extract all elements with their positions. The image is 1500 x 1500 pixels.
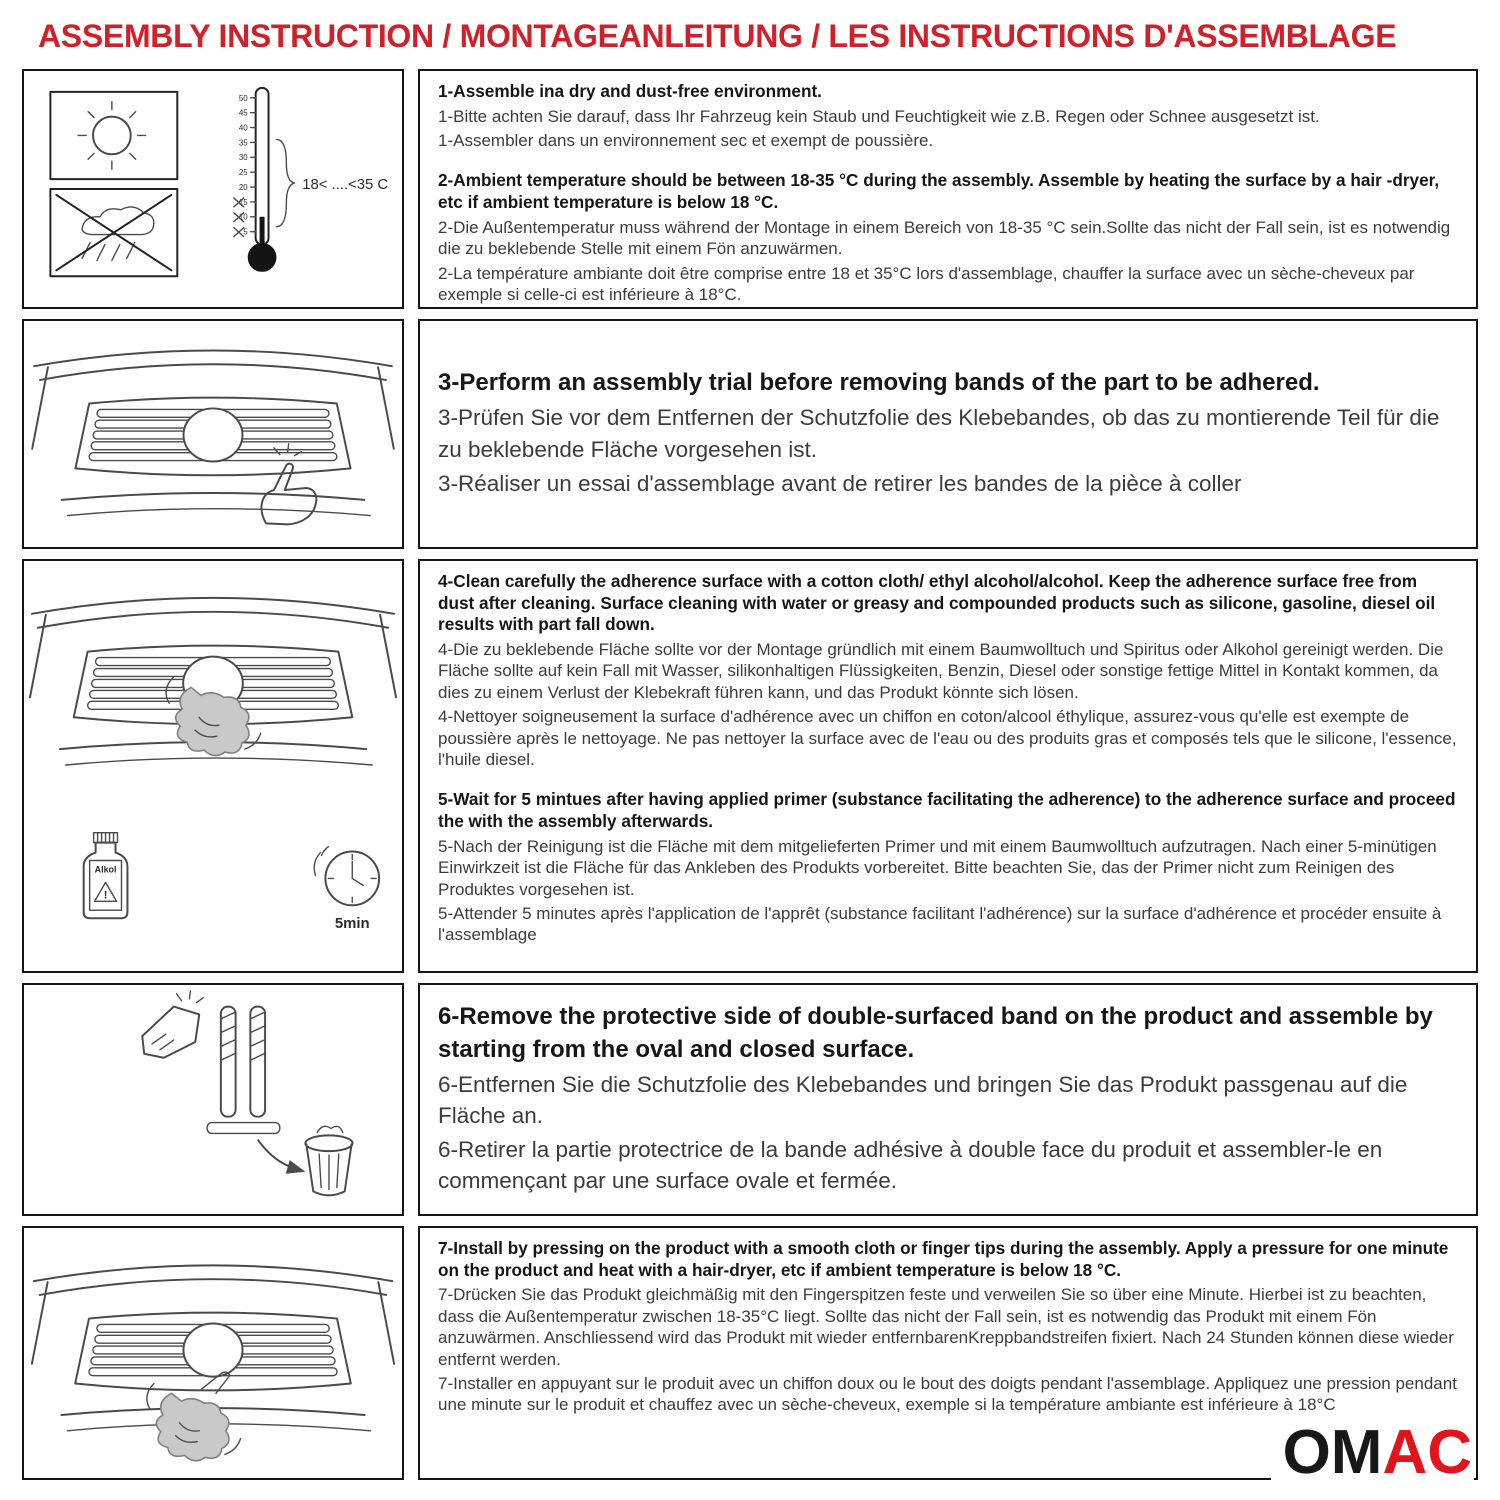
surface-cleaning-illustration xyxy=(24,562,402,970)
svg-text:50: 50 xyxy=(238,93,248,103)
instruction-3-de: 3-Prüfen Sie vor dem Entfernen der Schutzfolie des Klebebandes, ob das zu montierende Teil für die zu beklebende Fläche vorgesehen ist. xyxy=(438,405,1440,462)
svg-text:30: 30 xyxy=(238,153,248,163)
svg-text:5: 5 xyxy=(243,227,248,237)
adhesive-strips-icon xyxy=(207,1007,280,1134)
alcohol-label: Alkol xyxy=(94,864,117,875)
instruction-5-de: 5-Nach der Reinigung ist die Fläche mit dem mitgelieferten Primer und mit einem Baumwolltuch aufzutragen. Nach einer 5-minütigen Einwirkzeit ist die Fläche für das Ankleben des Produkts vorbereitet. Bitte beachten Sie, das der Primer nicht zum Reinigen des Produktes vorgesehen ist. xyxy=(438,836,1437,899)
holding-hand-icon xyxy=(142,991,203,1058)
instruction-2-de: 2-Die Außentemperatur muss während der Montage in einem Bereich von 18-35 °C sein.Sollte das nicht der Fall sein, ist es notwendig die zu beklebende Stelle mit einem Fön anzuwärmen. xyxy=(438,217,1451,259)
instruction-4-de: 4-Die zu beklebende Fläche sollte vor der Montage gründlich mit einem Baumwolltuch und Spiritus oder Alkohol gereinigt werden. Die Fläche sollte auf kein Fall mit Wasser, silikonhaltigen Flüssigkeiten, Benzin, Diesel oder sonstige fettige Mittel in Kontakt kommen, da dies zu einem Verlust der Klebekraft führen kann, und das Produkt könnte sich lösen. xyxy=(438,640,1444,702)
section-1-2-text xyxy=(418,69,1478,309)
instruction-2-fr: 2-La température ambiante doit être comprise entre 18 et 35°C lors d'assemblage, chauffer la surface avec un sèche-cheveux par exemple si celle-ci est inférieure à 18°C. xyxy=(438,263,1415,305)
pressing-cloth-icon xyxy=(147,1372,241,1461)
omac-logo-red: AC xyxy=(1382,1418,1472,1487)
instruction-4-en: 4-Clean carefully the adherence surface with a cotton cloth/ ethyl alcohol/alcohol. Keep the adherence surface free from dust after cleaning. Surface cleaning with water or greasy and compounded products such as silicone, gasoline, diesel oil results with part fall down. xyxy=(438,571,1436,635)
instruction-4-fr: 4-Nettoyer soigneusement la surface d'adhérence avec un chiffon en coton/alcool éthylique, assurez-vous qu'elle est exempte de poussière après le nettoyage. Ne pas nettoyer la surface avec de l'eau ou des produits gras et composés tels que le silicone, l'essence, l'huile diesel. xyxy=(438,707,1457,770)
warning-mark: ! xyxy=(103,889,108,902)
section-1-2-row xyxy=(22,69,1478,309)
page-title: ASSEMBLY INSTRUCTION / MONTAGEANLEITUNG / LES INSTRUCTIONS D'ASSEMBLAGE xyxy=(38,18,1397,54)
svg-text:15: 15 xyxy=(238,197,248,207)
environment-temperature-illustration xyxy=(24,72,402,306)
environment-temperature-illustration-box xyxy=(22,69,404,309)
paragraph-spacer xyxy=(438,154,1458,170)
svg-text:20: 20 xyxy=(238,182,248,192)
alcohol-bottle-icon xyxy=(84,833,128,919)
pressing-illustration-box xyxy=(22,1226,404,1480)
instruction-1-de: 1-Bitte achten Sie darauf, dass Ihr Fahrzeug kein Staub und Feuchtigkeit wie z.B. Regen oder Schnee ausgesetzt ist. xyxy=(438,106,1320,126)
svg-text:35: 35 xyxy=(238,138,248,148)
instruction-3-en: 3-Perform an assembly trial before removing bands of the part to be adhered. xyxy=(438,369,1320,397)
svg-text:25: 25 xyxy=(238,168,248,178)
section-4-5-row xyxy=(22,559,1478,973)
temperature-range-label: 18< ....<35 C xyxy=(302,177,389,193)
thermometer-icon xyxy=(234,88,389,271)
no-rain-icon xyxy=(50,189,177,276)
paragraph-spacer xyxy=(438,773,1458,789)
section-4-5-text xyxy=(418,559,1478,973)
clock-icon xyxy=(314,847,379,933)
pointing-hand-icon xyxy=(261,444,316,525)
instruction-1-en: 1-Assemble ina dry and dust-free environment. xyxy=(438,81,822,101)
car-grille-trial-illustration xyxy=(24,321,402,547)
instruction-2-en: 2-Ambient temperature should be between 18-35 °C during the assembly. Assemble by heating the surface by a hair -dryer, etc if ambient temperature is below 18 °C. xyxy=(438,170,1440,213)
sun-icon xyxy=(50,92,177,179)
instruction-3-fr: 3-Réaliser un essai d'assemblage avant de retirer les bandes de la pièce à coller xyxy=(438,470,1242,496)
svg-text:10: 10 xyxy=(238,212,248,222)
instruction-7-fr: 7-Installer en appuyant sur le produit avec un chiffon doux ou le bout des doigts pendant l'assemblage. Appliquez une pression pendant une minute sur le produit et chauffez avec un sèche-cheveux, exemple si la température ambiante est inférieure à 18°C xyxy=(438,1373,1457,1415)
instruction-6-fr: 6-Retirer la partie protectrice de la bande adhésive à double face du produit et assembler-le en commençant par une surface ovale et fermée. xyxy=(438,1137,1383,1194)
svg-text:40: 40 xyxy=(238,123,248,133)
band-removal-illustration-box xyxy=(22,983,404,1216)
instruction-6-de: 6-Entfernen Sie die Schutzfolie des Klebebandes und bringen Sie das Produkt passgenau auf die Fläche an. xyxy=(438,1072,1408,1129)
instruction-6-en: 6-Remove the protective side of double-surfaced band on the product and assemble by starting from the oval and closed surface. xyxy=(438,1002,1433,1063)
arrow-icon xyxy=(258,1140,305,1173)
svg-text:45: 45 xyxy=(238,108,248,118)
clock-label: 5min xyxy=(334,915,370,933)
cleaning-illustration-box xyxy=(22,559,404,973)
trash-can-icon xyxy=(305,1126,352,1195)
instruction-1-fr: 1-Assembler dans un environnement sec et exempt de poussière. xyxy=(438,131,934,151)
section-3-text xyxy=(418,319,1478,549)
instruction-7-de: 7-Drücken Sie das Produkt gleichmäßig mit den Fingerspitzen feste und verweilen Sie so über eine Minute. Hierbei ist zu beachten, dass die Außentemperatur zwischen 18-35°C liegt. Sollte das nicht der Fall sein, ist es notwendig das Produkt mit einem Fön anzuwärmen. Anschliessend wird das Produkt mit wieder entfernbarenKreppbandstreifen fixiert. Nach 24 Stunden können diese wieder entfernt werden. xyxy=(438,1285,1454,1369)
section-6-row xyxy=(22,983,1478,1216)
instruction-5-fr: 5-Attender 5 minutes après l'application de l'apprêt (substance facilitant l'adhérence) sur la surface d'adhérence et procéder ensuite à l'assemblage xyxy=(438,904,1442,945)
omac-logo xyxy=(1271,1418,1474,1486)
section-3-row xyxy=(22,319,1478,549)
omac-logo-black: OM xyxy=(1282,1418,1383,1487)
section-7-row xyxy=(22,1226,1478,1480)
press-install-illustration xyxy=(24,1228,402,1478)
assembly-trial-illustration-box xyxy=(22,319,404,549)
instruction-7-en: 7-Install by pressing on the product with a smooth cloth or finger tips during the assembly. Apply a pressure for one minute on the product and heat with a hair-dryer, etc if ambient temperature is below 18 °C. xyxy=(438,1238,1449,1280)
section-6-text xyxy=(418,983,1478,1216)
instruction-5-en: 5-Wait for 5 mintues after having applied primer (substance facilitating the adherence) to the adherence surface and proceed the with the assembly afterwards. xyxy=(438,789,1456,832)
tape-removal-illustration xyxy=(24,985,402,1214)
